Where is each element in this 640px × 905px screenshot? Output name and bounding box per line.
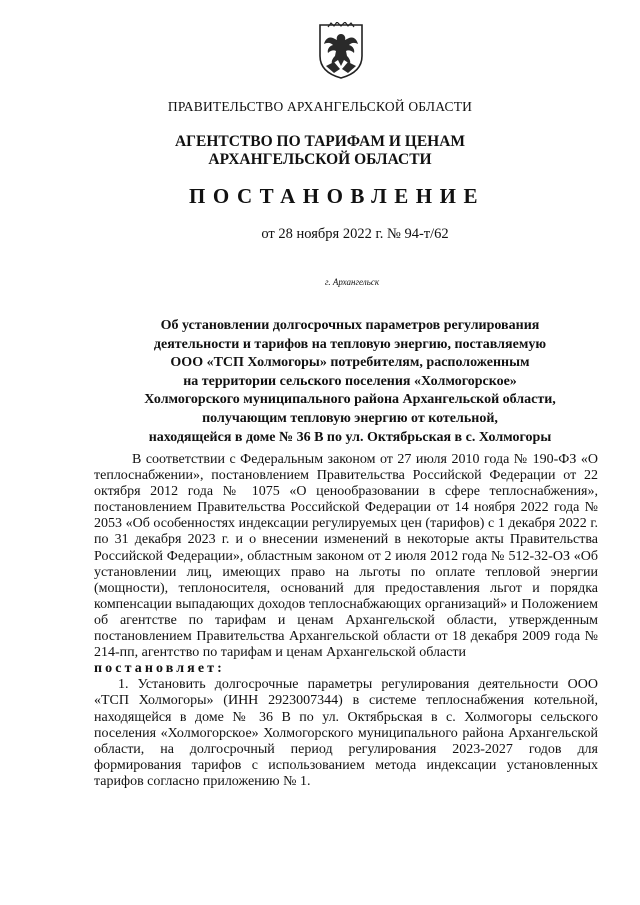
title-line: ООО «ТСП Холмогоры» потребителям, расположенным <box>170 355 530 371</box>
title-line: получающим тепловую энергию от котельной, <box>202 410 498 426</box>
agency-name <box>0 133 640 169</box>
document-title <box>105 317 595 447</box>
document-body <box>94 452 598 790</box>
resolves-word: постановляет: <box>94 661 225 677</box>
title-line: на территории сельского поселения «Холмогорское» <box>183 373 517 389</box>
agency-name-line-1: АГЕНТСТВО ПО ТАРИФАМ И ЦЕНАМ <box>174 133 466 150</box>
preamble-paragraph: В соответствии с Федеральным законом от 27 июля 2010 года № 190-ФЗ «О теплоснабжении», постановлением Правительства Российской Федерации от 22 октября 2012 года № 1075 «О ценообразовании в сфере теплоснабжения», постановлением Правительства Российской Федерации от 14 ноября 2022 года № 2053 «Об особенностях индексации регулируемых цен (тарифов) с 1 декабря 2022 г. по 31 декабря 2023 г. и о внесении изменений в некоторые акты Правительства Российской Федерации», областным законом от 2 июля 2012 года № 512-32-ОЗ «Об установлении лиц, имеющих право на льготы по оплате тепловой энергии (мощности), теплоносителя, оснований для предоставления льгот и порядка компенсации выпадающих доходов теплоснабжающих организаций» и Положением об агентстве по тарифам и ценам Архангельской области, утвержденным постановлением Правительства Архангельской области от 18 декабря 2009 года № 214-пп, агентство по тарифам и ценам Архангельской области <box>94 452 598 661</box>
government-name: ПРАВИТЕЛЬСТВО АРХАНГЕЛЬСКОЙ ОБЛАСТИ <box>167 99 473 114</box>
title-line: деятельности и тарифов на тепловую энергию, поставляемую <box>153 336 547 352</box>
document-city: г. Архангельск <box>324 277 380 287</box>
coat-of-arms-emblem <box>316 22 366 80</box>
title-line: Холмогорского муниципального района Архангельской области, <box>144 392 556 408</box>
title-line: Об установлении долгосрочных параметров регулирования <box>160 318 540 333</box>
title-line: находящейся в доме № 36 В по ул. Октябрьская в с. Холмогоры <box>148 429 552 445</box>
agency-name-line-2: АРХАНГЕЛЬСКОЙ ОБЛАСТИ <box>208 151 432 168</box>
clause-1-paragraph: 1. Установить долгосрочные параметры регулирования деятельности ООО «ТСП Холмогоры» (ИНН 2923007344) в системе теплоснабжения котельной, находящейся в доме № 36 В по ул. Октябрьская в с. Холмогоры сельского поселения «Холмогорское» Холмогорского муниципального района Архангельской области, на долгосрочный период регулирования 2023-2027 годов для формирования тарифов с использованием метода индексации установленных тарифов согласно приложению № 1. <box>94 677 598 789</box>
document-type: ПОСТАНОВЛЕНИЕ <box>189 184 485 208</box>
document-date-number: от 28 ноября 2022 г. № 94-т/62 <box>261 226 449 242</box>
